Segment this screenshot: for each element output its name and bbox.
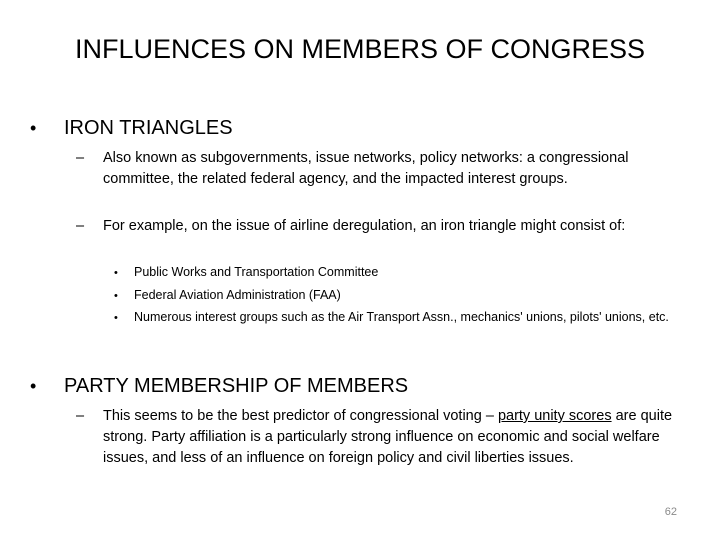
point-text-after: are quite strong. Party affiliation is a particularly strong influence on economic and social welfare issues, and less of an influence on foreign policy and civil liberties issues. xyxy=(103,408,673,466)
page-number: 62 xyxy=(664,506,677,518)
point-example xyxy=(76,216,673,237)
party-unity-scores-term: party unity scores xyxy=(497,408,612,424)
subpoint-committee xyxy=(114,262,674,284)
bullet-icon: • xyxy=(114,312,118,324)
point-text: For example, on the issue of airline deregulation, an iron triangle might consist of: xyxy=(103,218,626,234)
section-heading-iron-triangles xyxy=(30,117,233,140)
subpoint-text: Federal Aviation Administration (FAA) xyxy=(134,288,341,302)
dash-icon: – xyxy=(76,408,85,424)
dash-icon: – xyxy=(76,218,85,234)
point-party-voting xyxy=(76,406,673,469)
subpoint-interest-groups xyxy=(114,307,674,329)
point-definition xyxy=(76,148,673,190)
bullet-icon: • xyxy=(30,376,37,396)
point-text-before: This seems to be the best predictor of congressional voting – xyxy=(103,408,498,424)
section-heading-label: PARTY MEMBERSHIP OF MEMBERS xyxy=(64,375,409,397)
bullet-icon: • xyxy=(114,267,118,279)
section-heading-label: IRON TRIANGLES xyxy=(64,117,233,139)
slide-title: INFLUENCES ON MEMBERS OF CONGRESS xyxy=(74,34,646,64)
section-heading-party-membership xyxy=(30,375,408,398)
bullet-icon: • xyxy=(114,290,118,302)
subpoint-text: Numerous interest groups such as the Air Transport Assn., mechanics' unions, pilots' unions, etc. xyxy=(134,310,669,324)
bullet-icon: • xyxy=(30,118,37,138)
dash-icon: – xyxy=(76,150,85,166)
subpoint-agency xyxy=(114,285,674,307)
point-text: Also known as subgovernments, issue networks, policy networks: a congressional committee, the related federal agency, and the impacted interest groups. xyxy=(103,150,629,187)
subpoint-text: Public Works and Transportation Committee xyxy=(134,265,379,279)
